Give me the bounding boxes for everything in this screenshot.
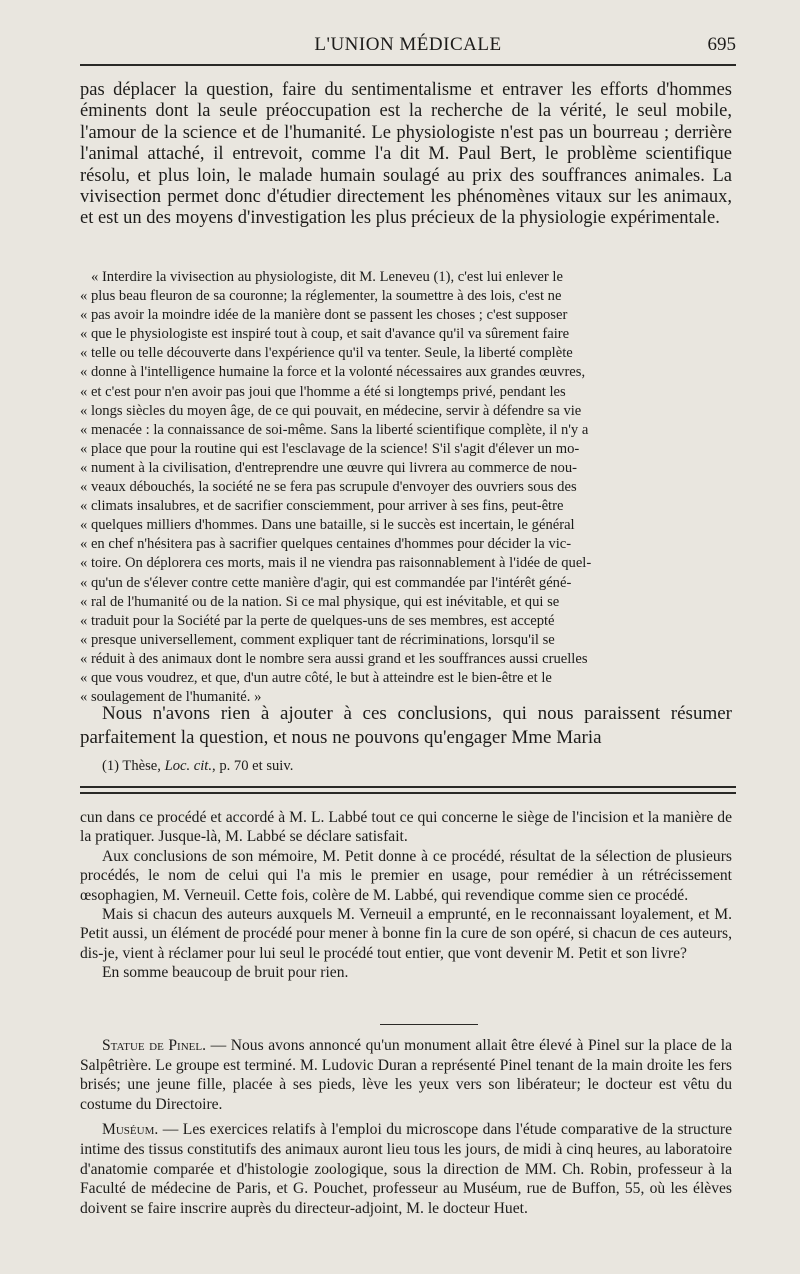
- quote-line: « toire. On déplorera ces morts, mais il ne viendra pas raisonnablement à l'idée de quel-: [80, 555, 592, 572]
- quote-line: « en chef n'hésitera pas à sacrifier quelques centaines d'hommes pour décider la vic-: [80, 536, 572, 553]
- news-heading: Statue de Pinel.: [102, 1037, 207, 1054]
- quote-line: « pas avoir la moindre idée de la manière dont se passent les choses ; c'est supposer: [80, 307, 568, 324]
- labbe-petit-section: [80, 808, 732, 983]
- quote-line: « veaux débouchés, la société ne se fera pas scrupule d'envoyer des ouvriers sous des: [80, 479, 577, 496]
- body-paragraph: Aux conclusions de son mémoire, M. Petit donne à ce procédé, résultat de la sélection de plusieurs procédés, le nom de celui qui l'a mis le premier en usage, pour remédier à un rétrécissement œsophagien, M. Verneuil. Cette fois, colère de M. Labbé, qui revendique comme sien ce procédé.: [80, 847, 732, 904]
- quote-line: « presque universellement, comment expliquer tant de récriminations, lorsqu'il se: [80, 631, 555, 648]
- quote-line: « traduit pour la Société par la perte de quelques-uns de ses membres, est accepté: [80, 612, 555, 629]
- running-head: [80, 34, 736, 58]
- leneveu-quotation: [80, 268, 732, 707]
- news-items: [80, 1036, 732, 1218]
- short-divider: [380, 1024, 478, 1025]
- quote-line: « climats insalubres, et de sacrifier consciemment, pour arriver à ses fins, peut-être: [80, 498, 564, 515]
- news-heading: Muséum.: [102, 1121, 159, 1139]
- body-paragraph: cun dans ce procédé et accordé à M. L. Labbé tout ce qui concerne le siège de l'incision et la manière de la pratiquer. Jusque-là, M. Labbé se déclare satisfait.: [80, 809, 732, 846]
- opening-paragraph-block: [80, 80, 732, 230]
- quote-line: « menacée : la connaissance de soi-même. Sans la liberté scientifique complète, il n'y a: [80, 421, 589, 438]
- conclusion-paragraph: Nous n'avons rien à ajouter à ces conclusions, qui nous paraissent résumer parfaitement la question, et nous ne pouvons qu'engager Mme Maria: [80, 703, 732, 748]
- section-divider: [80, 786, 736, 794]
- footnote-reference: Loc. cit.: [164, 758, 213, 774]
- news-item-pinel: Statue de Pinel. — Nous avons annoncé qu'un monument allait être élevé à Pinel sur la place de la Salpêtrière. Le groupe est terminé. M. Ludovic Duran a représenté Pinel tenant de la main droite les fers brisés; une jeune fille, placée à ses pieds, lève les yeux vers son libérateur; le docteur est vêtu du costume du Directoire.: [80, 1037, 732, 1113]
- header-rule: [80, 64, 736, 66]
- quote-line: « telle ou telle découverte dans l'expérience qu'il va tenter. Seule, la liberté complète: [80, 345, 573, 362]
- quote-line: « nument à la civilisation, d'entreprendre une œuvre qui livrera au commerce de nou-: [80, 459, 578, 476]
- quote-line: « place que pour la routine qui est l'esclavage de la science! S'il s'agit d'élever un mo-: [80, 440, 580, 457]
- quote-line: « Interdire la vivisection au physiologiste, dit M. Leneveu (1), c'est lui enlever le: [91, 269, 563, 285]
- quote-line: « qu'un de s'élever contre cette manière d'agir, qui est commandée par l'intérêt géné-: [80, 574, 572, 591]
- quote-line: « donne à l'intelligence humaine la force et la volonté nécessaires aux grandes œuvres,: [80, 364, 586, 381]
- footnote: [80, 758, 754, 775]
- quote-line: « quelques milliers d'hommes. Dans une bataille, si le succès est incertain, le général: [80, 517, 575, 534]
- quote-line: « que vous voudrez, et que, d'un autre côté, le but à atteindre est le bien-être et le: [80, 669, 552, 686]
- quote-line: « plus beau fleuron de sa couronne; la réglementer, la soumettre à des lois, c'est ne: [80, 288, 562, 305]
- quote-line: « soulagement de l'humanité. »: [80, 689, 262, 706]
- journal-title: L'UNION MÉDICALE: [314, 34, 502, 55]
- quote-line: « longs siècles du moyen âge, de ce qui pouvait, en médecine, servir à défendre sa vie: [80, 402, 582, 419]
- quote-line: « réduit à des animaux dont le nombre sera aussi grand et les souffrances aussi cruelles: [80, 650, 588, 667]
- quote-line: « ral de l'humanité ou de la nation. Si ce mal physique, qui est inévitable, et qui se: [80, 593, 560, 610]
- quote-line: « et c'est pour n'en avoir pas joui que l'homme a été si longtemps privé, pendant les: [80, 383, 566, 400]
- conclusion-paragraph-block: [80, 702, 732, 750]
- page-number: 695: [707, 34, 736, 55]
- news-text: Les exercices relatifs à l'emploi du microscope dans l'étude comparative de la structure intime des tissus constitutifs des animaux auront lieu tous les jours, de midi à cinq heures, au laboratoire d'anatomie comparée et d'histologie zoologique, sous la direction de MM. Ch. Robin, professeur à la Faculté de médecine de Paris, et G. Pouchet, professeur au Muséum, rue de Buffon, 55, où les élèves doivent se faire inscrire auprès du directeur-adjoint, M. le docteur Huet.: [80, 1121, 733, 1217]
- opening-paragraph: pas déplacer la question, faire du sentimentalisme et entraver les efforts d'hommes éminents dont la seule préoccupation est la recherche de la vérité, le seul mobile, l'amour de la science et de l'humanité. Le physiologiste n'est pas un bourreau ; derrière l'animal attaché, il entrevoit, comme l'a dit M. Paul Bert, le problème scientifique résolu, et plus loin, le malade humain soulagé au prix des souffrances animales. La vivisection permet donc d'étudier directement les phénomènes vitaux sur les animaux, et est un des moyens d'investigation les plus précieux de la physiologie expérimentale.: [80, 80, 732, 229]
- footnote-text: Thèse,: [122, 758, 161, 774]
- body-paragraph: Mais si chacun des auteurs auxquels M. Verneuil a emprunté, en le reconnaissant loyalement, et M. Petit aussi, un élément de procédé pour mener à bonne fin la cure de son opéré, si chacun de ces auteurs, dis-je, vient à réclamer pour lui seul le procédé tout entier, que vont devenir M. Petit et son livre?: [80, 906, 732, 962]
- body-paragraph: En somme beaucoup de bruit pour rien.: [102, 964, 349, 982]
- quote-line: « que le physiologiste est inspiré tout à coup, et sait d'avance qu'il va sûrement faire: [80, 326, 570, 343]
- footnote-marker: (1): [102, 758, 120, 774]
- news-item-museum: Muséum. — Les exercices relatifs à l'emploi du microscope dans l'étude comparative de la structure intime des tissus constitutifs des animaux auront lieu tous les jours, de midi à cinq heures, au laboratoire d'anatomie comparée et d'histologie zoologique, sous la direction de MM. Ch. Robin, professeur à la Faculté de médecine de Paris, et G. Pouchet, professeur au Muséum, rue de Buffon, 55, où les élèves doivent se faire inscrire auprès du directeur-adjoint, M. le docteur Huet.: [80, 1121, 733, 1217]
- news-text: Nous avons annoncé qu'un monument allait être élevé à Pinel sur la place de la Salpêtrière. Le groupe est terminé. M. Ludovic Duran a représenté Pinel tenant de la main droite les fers brisés; une jeune fille, placée à ses pieds, lève les yeux vers son libérateur; le docteur est vêtu du costume du Directoire.: [80, 1037, 732, 1113]
- footnote-pages: , p. 70 et suiv.: [212, 758, 294, 774]
